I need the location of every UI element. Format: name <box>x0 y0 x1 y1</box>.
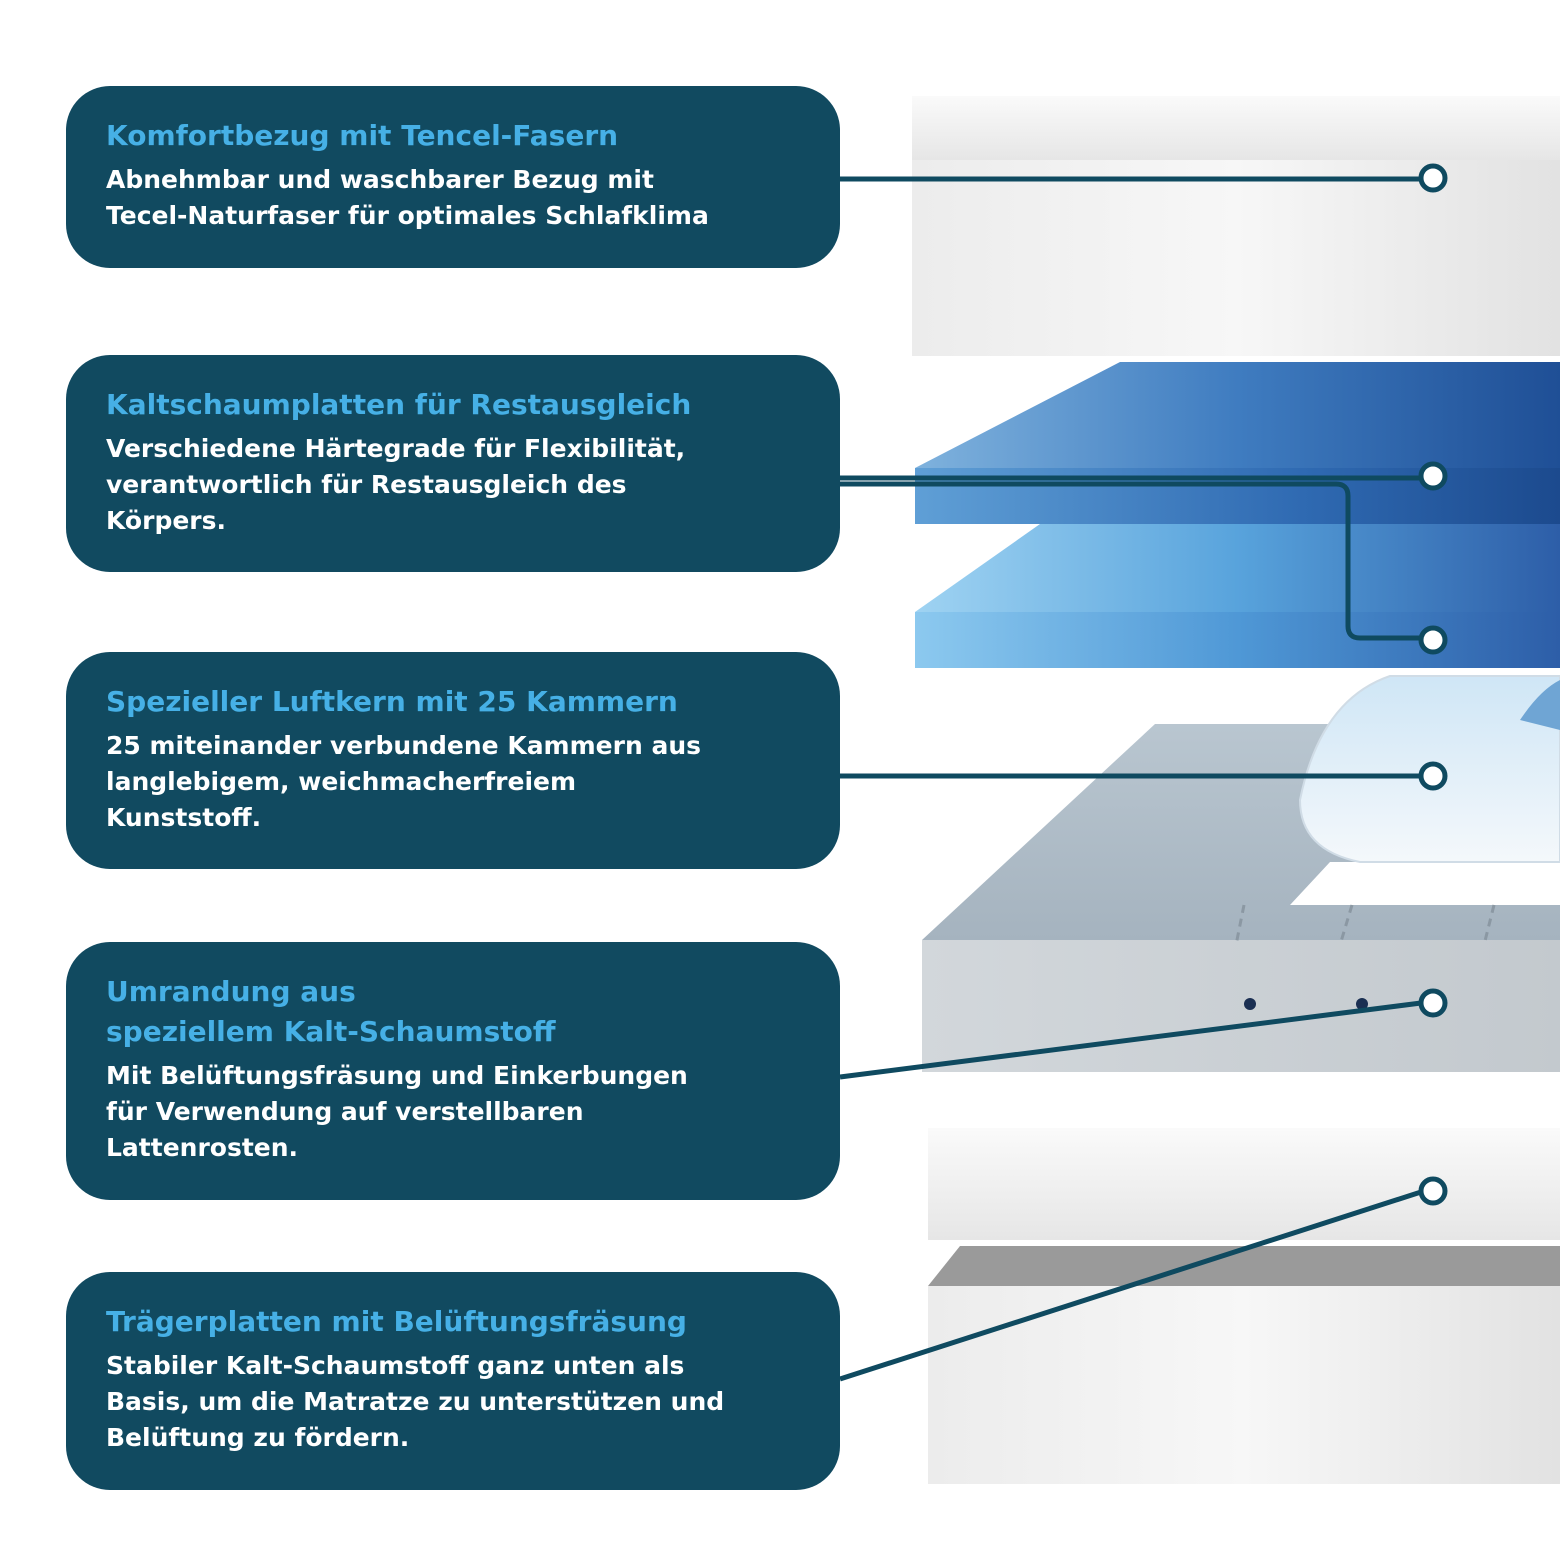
base-plate-upper <box>928 1128 1560 1240</box>
foam-plate-2-side <box>915 612 1560 668</box>
layer-card-description: Abnehmbar und waschbarer Bezug mit Tecel-Naturfaser für optimales Schlafklima <box>106 165 709 230</box>
border-foam-cutout <box>1290 862 1560 905</box>
layer-card-title: Kaltschaumplatten für Restausgleich <box>106 388 692 421</box>
layer-card-air-core <box>66 652 840 869</box>
cover-layer-top <box>912 96 1560 160</box>
layer-card-base-plates <box>66 1272 840 1490</box>
base-plate-lower <box>928 1286 1560 1484</box>
foam-plate-2-top <box>915 524 1560 612</box>
foam-plate-1-top <box>915 362 1560 468</box>
layer-card-title: Trägerplatten mit Belüftungsfräsung <box>106 1305 687 1338</box>
layer-card-title: Umrandung aus speziellem Kalt-Schaumstoff <box>106 975 556 1048</box>
marker-ring-icon <box>1421 464 1445 488</box>
marker-ring-icon <box>1421 628 1445 652</box>
layer-card-foam-plates <box>66 355 840 572</box>
marker-ring-icon <box>1421 1179 1445 1203</box>
layer-card-description: Verschiedene Härtegrade für Flexibilität, verantwortlich für Restausgleich des Körpers. <box>106 434 686 535</box>
layer-card-border-foam <box>66 942 840 1200</box>
marker-ring-icon <box>1421 764 1445 788</box>
layer-card-description: Mit Belüftungsfräsung und Einkerbungen für Verwendung auf verstellbaren Lattenrosten. <box>106 1061 688 1162</box>
layer-card-cover <box>66 86 840 268</box>
layer-card-title: Komfortbezug mit Tencel-Fasern <box>106 119 619 152</box>
layer-card-title: Spezieller Luftkern mit 25 Kammern <box>106 685 678 718</box>
layer-card-description: 25 miteinander verbundene Kammern aus langlebigem, weichmacherfreiem Kunststoff. <box>106 731 701 832</box>
base-plate-lower-top <box>928 1246 1560 1286</box>
cover-layer-side <box>912 160 1560 356</box>
marker-ring-icon <box>1421 991 1445 1015</box>
layer-card-description: Stabiler Kalt-Schaumstoff ganz unten als Basis, um die Matratze zu unterstützen und Belüftung zu fördern. <box>106 1351 725 1452</box>
marker-ring-icon <box>1421 166 1445 190</box>
